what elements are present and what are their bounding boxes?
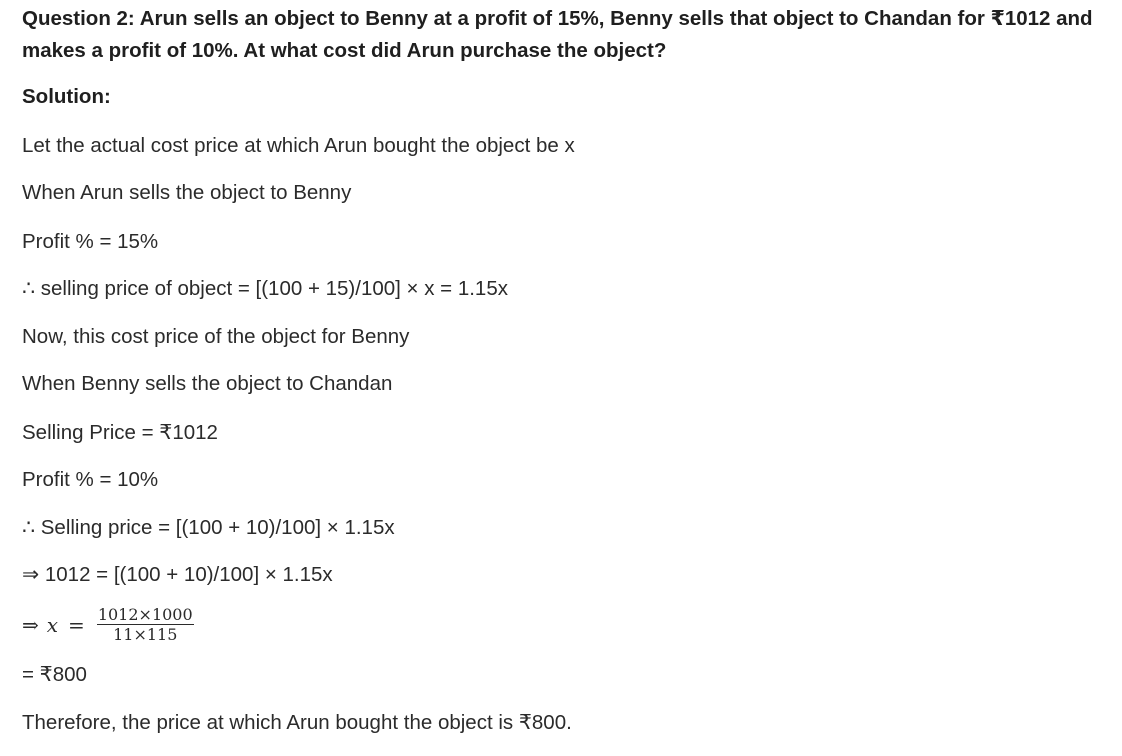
solution-line: Selling Price = ₹1012	[22, 421, 218, 444]
solution-line: Now, this cost price of the object for Benny	[22, 325, 410, 348]
fraction-numerator: 1012×1000	[97, 605, 193, 624]
question-text: Question 2: Arun sells an object to Benny at a profit of 15%, Benny sells that object to Chandan for ₹1012 and makes a profit of 10%. At what cost did Arun purchase the object?	[22, 7, 1093, 62]
solution-line: Profit % = 15%	[22, 230, 159, 253]
solution-line: ∴ selling price of object = [(100 + 15)/100] × x = 1.15x	[22, 277, 508, 300]
solution-heading: Solution:	[22, 85, 111, 108]
equals-sign: =	[68, 612, 85, 637]
solution-line: When Arun sells the object to Benny	[22, 181, 352, 204]
solution-line: When Benny sells the object to Chandan	[22, 372, 393, 395]
implies-arrow: ⇒	[22, 612, 39, 637]
result-line: = ₹800	[22, 663, 87, 686]
solution-line: Profit % = 10%	[22, 468, 159, 491]
fraction	[97, 606, 194, 643]
fraction-equation	[22, 606, 194, 643]
solution-line: ⇒ 1012 = [(100 + 10)/100] × 1.15x	[22, 563, 333, 586]
fraction-denominator: 11×115	[113, 625, 178, 644]
solution-line: Let the actual cost price at which Arun bought the object be x	[22, 134, 575, 157]
variable-x: x	[46, 612, 59, 637]
solution-document	[22, 0, 1117, 111]
solution-line: ∴ Selling price = [(100 + 10)/100] × 1.15x	[22, 516, 395, 539]
conclusion-line: Therefore, the price at which Arun bought the object is ₹800.	[22, 711, 572, 734]
